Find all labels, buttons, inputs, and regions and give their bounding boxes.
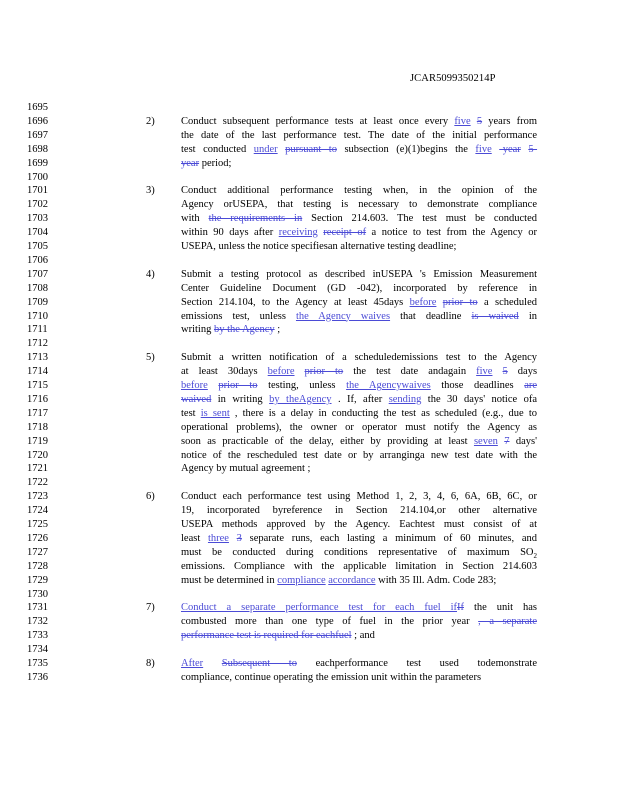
- line-number: 1710: [27, 310, 48, 322]
- deleted-text: 7: [504, 435, 510, 447]
- line-number: 1711: [27, 324, 48, 336]
- text-line: [181, 198, 537, 211]
- inserted-text: by theAgency: [269, 393, 332, 405]
- line-number: 1712: [27, 338, 48, 350]
- line-number: 1703: [27, 213, 48, 225]
- text-run: Section 214.104, to the Agency at least 45days: [181, 296, 410, 308]
- line-number: 1699: [27, 157, 48, 169]
- line-number: 1732: [27, 616, 48, 628]
- text-run: must be conducted during conditions representative of maximum SO: [181, 546, 534, 558]
- text-line: [181, 421, 537, 434]
- text-line: [181, 129, 537, 142]
- text-run: writing: [181, 324, 214, 336]
- line-number: 1715: [27, 380, 48, 391]
- text-line: [181, 671, 537, 684]
- text-run: . If, after: [331, 393, 389, 405]
- text-run: Conduct additional performance testing when, in the opinion of the: [181, 185, 537, 197]
- line-number: 1701: [27, 185, 48, 197]
- text-line: [181, 407, 537, 420]
- line-number: 1735: [27, 658, 48, 669]
- line-number: 1727: [27, 546, 48, 558]
- line-number: 1704: [27, 227, 48, 239]
- text-run: Conduct each performance test using Method 1, 2, 3, 4, 6, 6A, 6B, 6C, or: [181, 491, 537, 503]
- text-line: [181, 240, 537, 253]
- text-line: [181, 560, 537, 573]
- text-line: [181, 296, 537, 309]
- item-number: 5): [146, 352, 155, 364]
- text-run: separate runs, each lasting a minimum of 60 minutes, and: [241, 532, 538, 544]
- text-run: a notice to test from the Agency or: [366, 227, 538, 239]
- text-line: [181, 601, 537, 614]
- text-run: [208, 380, 219, 391]
- deleted-text: is waived: [471, 310, 519, 322]
- text-run: [492, 366, 502, 377]
- text-line: [181, 518, 537, 531]
- text-run: days': [509, 435, 538, 447]
- deleted-text: the requirements in: [208, 213, 303, 225]
- text-run: must be determined in: [181, 574, 278, 586]
- item-number: 3): [146, 185, 155, 197]
- document-header: JCAR5099350214P: [410, 73, 496, 84]
- line-number: 1698: [27, 143, 48, 155]
- text-run: ;: [274, 324, 281, 336]
- text-run: [295, 366, 305, 377]
- line-number: 1729: [27, 574, 48, 586]
- inserted-text: the Agency waives: [295, 310, 391, 322]
- text-run: test: [181, 407, 201, 419]
- text-run: the date of the last performance test. The date of the initial performance: [181, 129, 537, 141]
- item-number: 7): [146, 602, 155, 614]
- inserted-text: sending: [388, 393, 422, 405]
- text-run: that deadline: [390, 310, 472, 322]
- line-number: 1707: [27, 268, 48, 280]
- text-run: Center Guideline Document (GD -042), incorporated by reference in: [181, 282, 537, 294]
- text-run: emissions. Compliance with the applicable limitation in Section 214.603: [181, 560, 537, 572]
- text-line: [181, 435, 537, 448]
- text-run: those deadlines: [430, 380, 525, 391]
- inserted-text: before: [267, 366, 295, 378]
- text-run: USEPA methods approved by the Agency. Eachtest must consist of at: [181, 519, 537, 530]
- line-number: 1723: [27, 491, 48, 503]
- inserted-text: compliance: [277, 574, 326, 586]
- line-number: 1708: [27, 282, 48, 294]
- deleted-text: pursuant to: [285, 143, 337, 155]
- text-line: [181, 365, 537, 378]
- line-number: 1721: [27, 463, 48, 475]
- deleted-text: -year: [499, 143, 521, 155]
- text-run: the 30 days' notice ofa: [421, 393, 538, 405]
- inserted-text: seven: [473, 435, 498, 447]
- inserted-text: before: [181, 380, 208, 391]
- inserted-text: After: [181, 658, 204, 669]
- text-line: [181, 449, 537, 462]
- inserted-text: five: [454, 115, 471, 127]
- text-run: soon as practicable of the delay, either by providing at least: [181, 435, 474, 447]
- deleted-text: are: [524, 380, 538, 391]
- text-run: Agency orUSEPA, that testing is necessary to demonstrate compliance: [181, 199, 537, 211]
- text-line: [181, 268, 537, 281]
- line-number: 1733: [27, 630, 48, 642]
- subscript-text: 2: [533, 551, 537, 560]
- inserted-text: Conduct a separate performance test for each fuel if: [181, 602, 457, 614]
- text-line: [181, 629, 537, 642]
- text-line: [181, 226, 537, 239]
- text-run: compliance, continue operating the emission unit within the parameters: [181, 671, 482, 683]
- deleted-text: prior to: [218, 380, 258, 391]
- text-run: ; and: [351, 630, 375, 642]
- text-line: [181, 393, 537, 406]
- text-run: 19, incorporated byreference in Section 214.104,or other alternative: [181, 505, 537, 517]
- text-line: [181, 143, 537, 156]
- text-run: testing, unless: [257, 380, 347, 391]
- text-run: eachperformance test used todemonstrate: [296, 658, 537, 669]
- text-run: least: [181, 532, 208, 544]
- text-line: [181, 574, 537, 587]
- inserted-text: is sent: [200, 407, 230, 419]
- text-line: [181, 504, 537, 517]
- deleted-text: by the Agency: [213, 324, 275, 336]
- inserted-text: three: [207, 532, 229, 544]
- text-line: [181, 212, 537, 225]
- text-run: with 35 Ill. Adm. Code 283;: [375, 574, 497, 586]
- line-number: 1731: [27, 602, 48, 614]
- line-number: 1725: [27, 519, 48, 530]
- deleted-text: 5-: [528, 143, 538, 155]
- text-line: [181, 184, 537, 197]
- item-number: 2): [146, 115, 155, 127]
- line-number: 1726: [27, 532, 48, 544]
- text-run: with: [181, 213, 209, 225]
- line-number: 1695: [27, 102, 48, 113]
- text-run: Agency by mutual agreement ;: [181, 463, 311, 475]
- text-run: USEPA, unless the notice specifiesan alternative testing deadline;: [181, 241, 457, 252]
- text-line: [181, 157, 537, 170]
- text-run: in writing: [211, 393, 270, 405]
- line-number: 1713: [27, 352, 48, 364]
- deleted-text: Subsequent to: [221, 658, 297, 669]
- line-number: 1696: [27, 115, 48, 127]
- line-number: 1716: [27, 393, 48, 405]
- deleted-text: year: [181, 157, 200, 169]
- line-number: 1700: [27, 171, 48, 183]
- deleted-text: prior to: [304, 366, 344, 378]
- text-line: [181, 657, 537, 670]
- line-number: 1709: [27, 296, 48, 308]
- text-run: combusted more than one type of fuel in the prior year: [181, 616, 479, 628]
- deleted-text: receipt of: [323, 227, 367, 239]
- deleted-text: performance test is required for eachfuel: [181, 630, 352, 642]
- line-number: 1724: [27, 505, 48, 517]
- text-line: [181, 310, 537, 323]
- line-number: 1718: [27, 421, 48, 433]
- text-line: [181, 379, 537, 392]
- text-run: operational problems), the owner or operator must notify the Agency as: [181, 421, 537, 433]
- line-number: 1714: [27, 366, 48, 378]
- text-run: years from: [482, 115, 537, 127]
- text-line: [181, 323, 537, 336]
- line-number: 1706: [27, 254, 48, 266]
- text-line: [181, 615, 537, 628]
- text-run: within 90 days after: [181, 227, 279, 239]
- line-number: 1728: [27, 560, 48, 572]
- text-line: [181, 351, 537, 364]
- text-line: [181, 115, 537, 128]
- line-number: 1705: [27, 241, 48, 252]
- deleted-text: 3: [236, 532, 242, 544]
- deleted-text: 5: [502, 366, 508, 378]
- text-run: emissions test, unless: [181, 310, 296, 322]
- inserted-text: five: [475, 143, 492, 155]
- text-run: Submit a written notification of a scheduledemissions test to the Agency: [181, 352, 537, 364]
- line-number: 1734: [27, 644, 48, 656]
- text-line: [181, 490, 537, 503]
- text-run: at least 30days: [181, 366, 268, 378]
- line-number: 1719: [27, 435, 48, 447]
- deleted-text: 5: [476, 115, 483, 127]
- inserted-text: the Agencywaives: [346, 380, 431, 391]
- text-run: in: [518, 310, 538, 322]
- item-number: 6): [146, 491, 155, 503]
- inserted-text: accordance: [328, 574, 376, 586]
- text-run: Conduct subsequent performance tests at least once every: [181, 115, 455, 127]
- text-run: days: [507, 366, 538, 378]
- text-run: notice of the rescheduled test date or by arranginga new test date with the: [181, 449, 537, 461]
- text-line: [181, 462, 537, 475]
- text-run: subsection (e)(1)begins the: [336, 143, 476, 155]
- text-run: a scheduled: [477, 296, 537, 308]
- line-number: 1722: [27, 477, 48, 489]
- line-number: 1730: [27, 588, 48, 600]
- text-run: [203, 658, 222, 669]
- item-number: 8): [146, 658, 155, 669]
- inserted-text: under: [253, 143, 278, 155]
- text-line: [181, 532, 537, 545]
- line-number: 1717: [27, 407, 48, 419]
- text-run: Submit a testing protocol as described inUSEPA 's Emission Measurement: [181, 268, 537, 280]
- text-run: period;: [199, 157, 232, 169]
- text-run: Section 214.603. The test must be conducted: [302, 213, 537, 225]
- text-run: the test date andagain: [343, 366, 477, 378]
- text-run: the unit has: [464, 602, 537, 614]
- line-number: 1697: [27, 129, 48, 141]
- inserted-text: five: [476, 366, 493, 378]
- deleted-text: If: [457, 602, 464, 614]
- item-number: 4): [146, 268, 155, 280]
- inserted-text: before: [409, 296, 437, 308]
- text-line: [181, 282, 537, 295]
- deleted-text: , a separate: [478, 616, 537, 628]
- line-number: 1702: [27, 199, 48, 211]
- inserted-text: receiving: [278, 227, 318, 239]
- deleted-text: prior to: [442, 296, 478, 308]
- deleted-text: waived: [181, 393, 212, 405]
- text-run: , there is a delay in conducting the test as scheduled (e.g., due to: [229, 407, 537, 419]
- line-number: 1720: [27, 449, 48, 461]
- line-number: 1736: [27, 671, 48, 683]
- text-run: test conducted: [181, 143, 254, 155]
- text-run: [229, 533, 237, 544]
